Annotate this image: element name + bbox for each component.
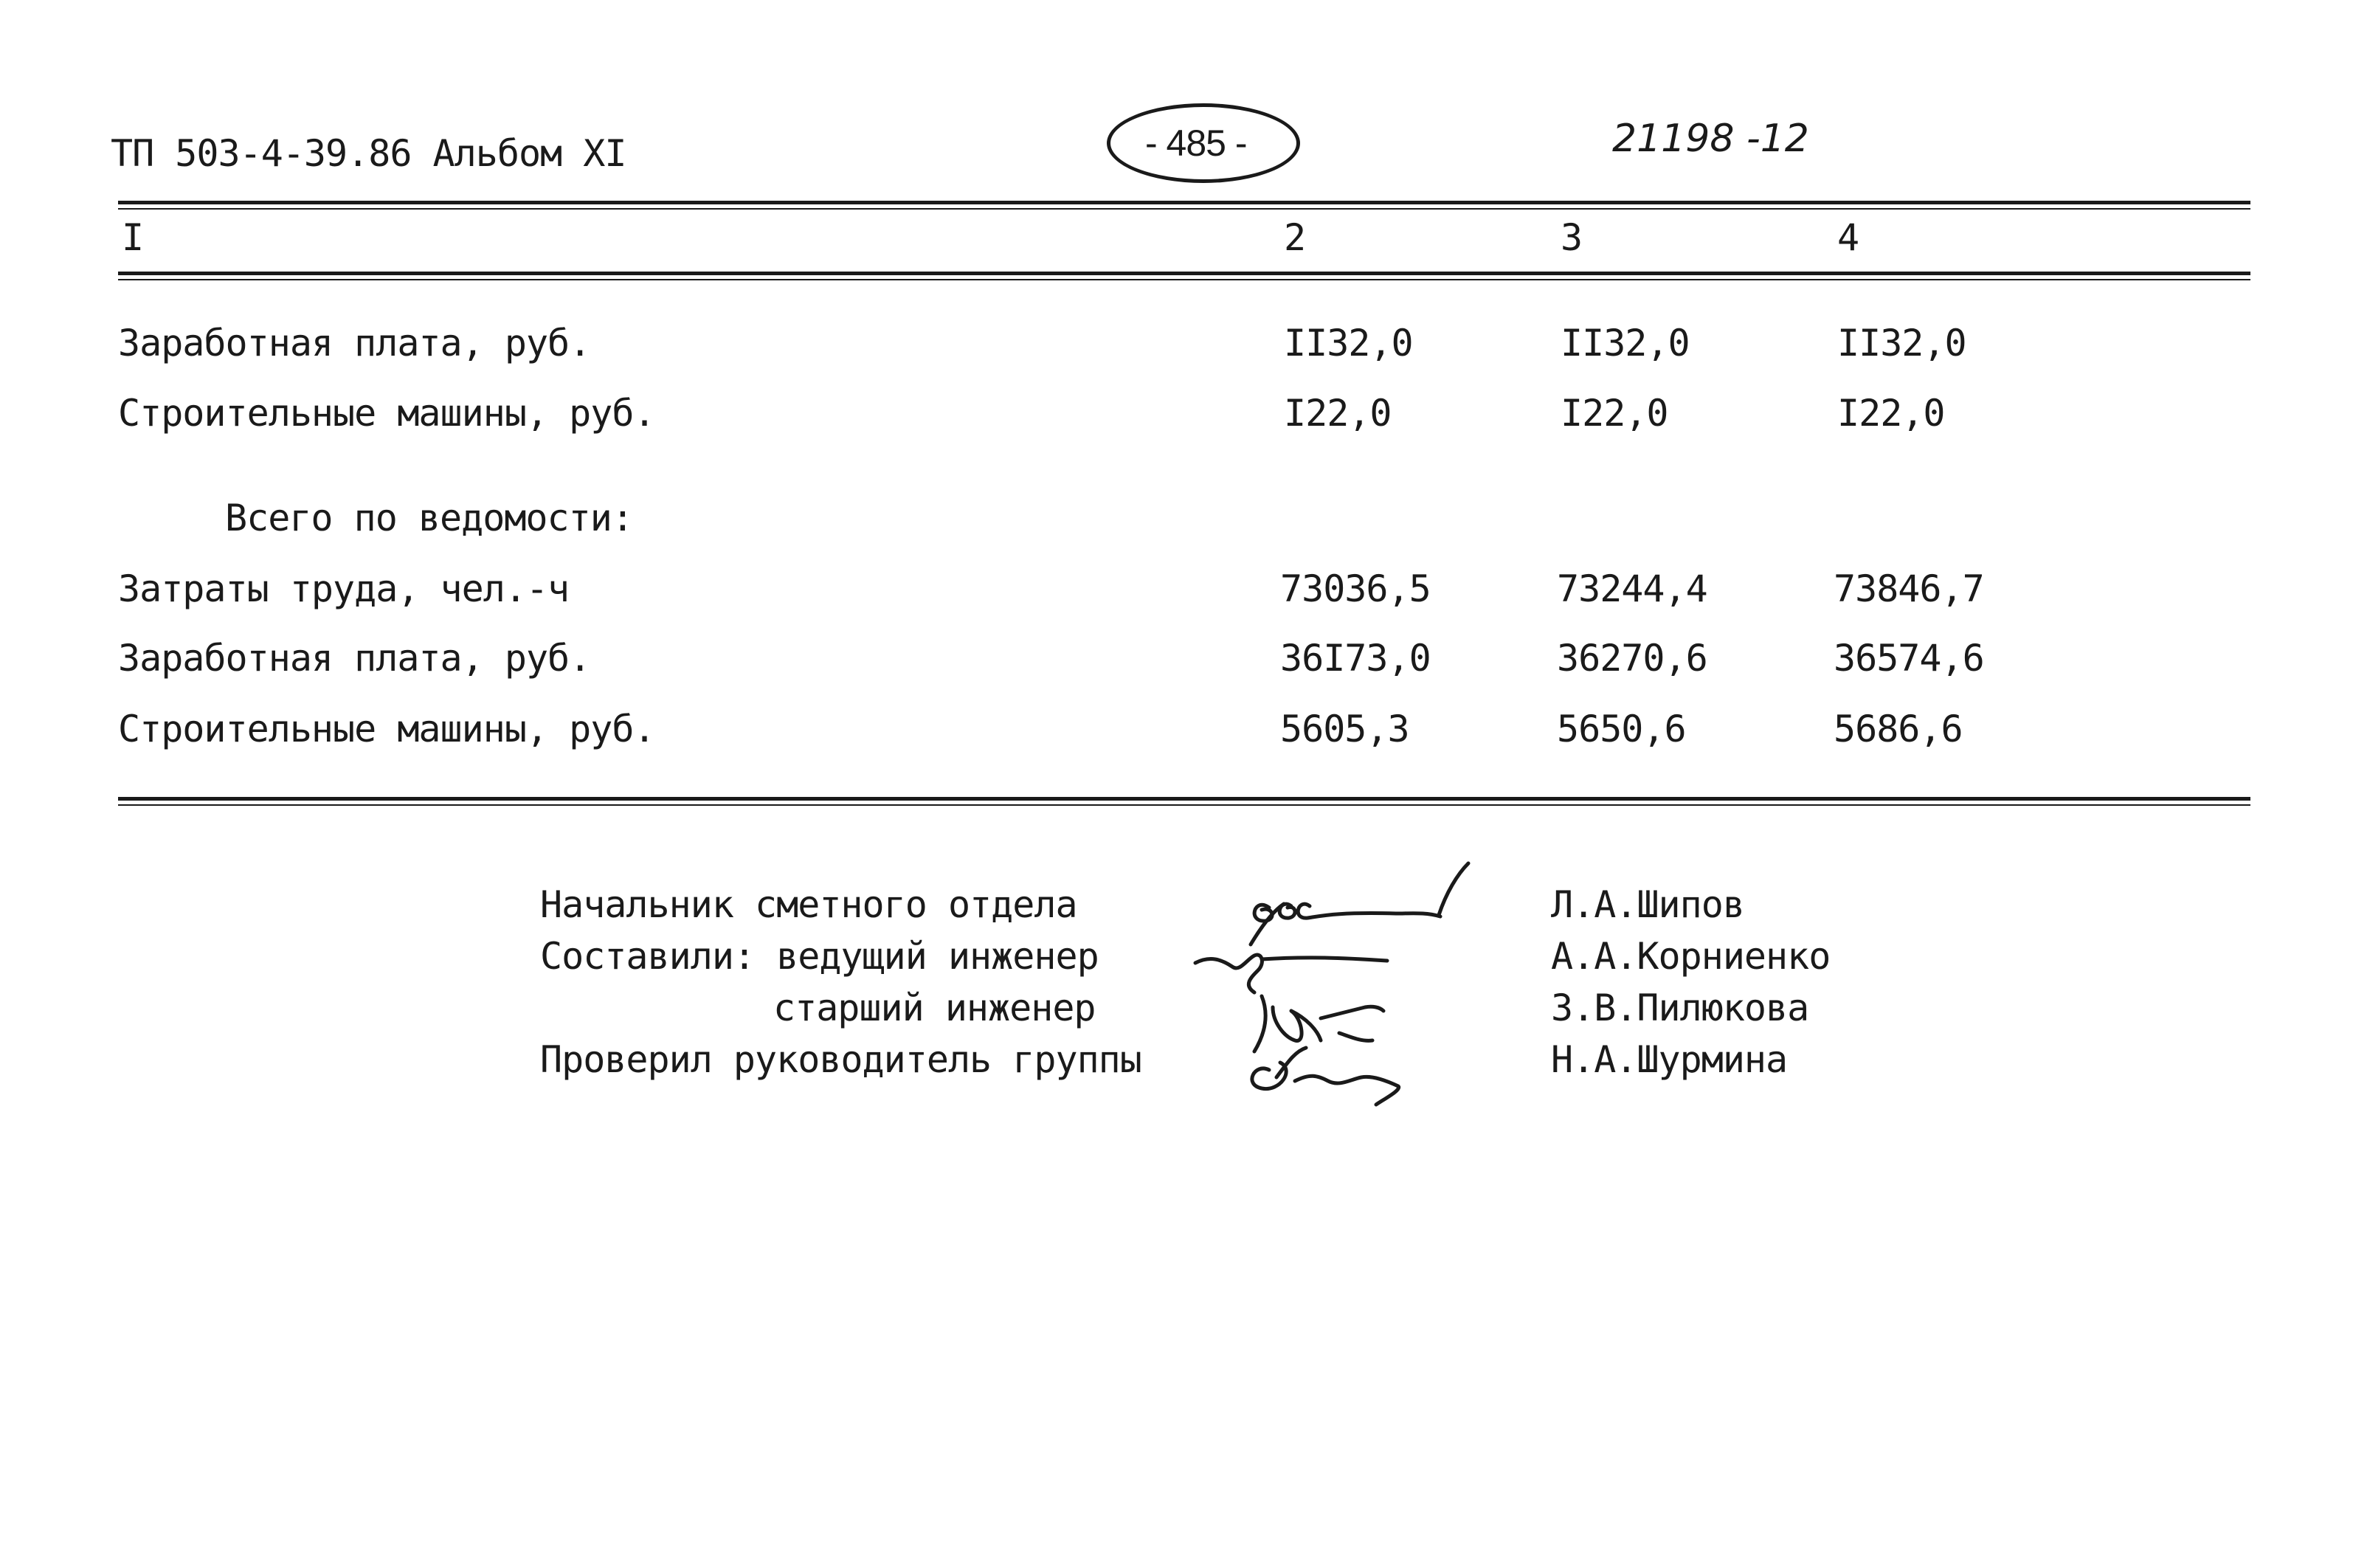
table-cell: 5650,6 <box>1557 708 1686 750</box>
signature-stroke <box>1254 863 1468 921</box>
column-header-1: I <box>122 216 144 259</box>
top-rule-thin <box>118 208 2250 210</box>
handwritten-code: 21198 -12 <box>1612 117 1809 161</box>
signatory-name: А.А.Корниенко <box>1551 935 1831 978</box>
document-code: ТП 503-4-39.86 Альбом XI <box>111 132 626 175</box>
table-cell: I22,0 <box>1284 392 1392 435</box>
row-label: Заработная плата, руб. <box>118 322 591 365</box>
column-header-3: 3 <box>1561 216 1583 259</box>
table-cell: 5686,6 <box>1834 708 1963 750</box>
table-cell: 73244,4 <box>1557 567 1707 610</box>
table-cell: 73846,7 <box>1834 567 1984 610</box>
signature-stroke <box>1254 996 1383 1051</box>
signatory-name: Л.А.Шипов <box>1551 883 1744 926</box>
row-label: Строительные машины, руб. <box>118 708 655 750</box>
bottom-rule-thin <box>118 804 2250 806</box>
handwritten-signatures <box>1181 841 1520 1107</box>
signature-role: Начальник сметного отдела <box>540 883 1077 926</box>
row-label: Затраты труда, чел.-ч <box>118 567 570 610</box>
table-cell: 36I73,0 <box>1280 637 1431 680</box>
signature-role: старший инженер <box>773 987 1096 1029</box>
page-number: - 485 - <box>1145 122 1247 164</box>
signatory-name: З.В.Пилюкова <box>1551 987 1809 1029</box>
top-rule <box>118 201 2250 204</box>
total-heading: Всего по ведомости: <box>225 497 633 539</box>
row-label: Заработная плата, руб. <box>118 637 591 680</box>
table-cell: 5605,3 <box>1280 708 1409 750</box>
table-cell: I22,0 <box>1837 392 1945 435</box>
column-header-4: 4 <box>1837 216 1859 259</box>
table-cell: 36574,6 <box>1834 637 1984 680</box>
table-cell: I22,0 <box>1561 392 1668 435</box>
signature-stroke <box>1252 1048 1399 1105</box>
table-cell: 73036,5 <box>1280 567 1431 610</box>
row-label: Строительные машины, руб. <box>118 392 655 435</box>
table-cell: II32,0 <box>1837 322 1966 365</box>
bottom-rule <box>118 797 2250 801</box>
table-cell: 36270,6 <box>1557 637 1707 680</box>
signature-role: Составили: ведущий инженер <box>540 935 1099 978</box>
header-rule-thin <box>118 279 2250 280</box>
column-header-2: 2 <box>1284 216 1306 259</box>
table-cell: II32,0 <box>1284 322 1413 365</box>
signature-role: Проверил руководитель группы <box>540 1038 1141 1081</box>
header-rule <box>118 272 2250 275</box>
signatory-name: Н.А.Шурмина <box>1551 1038 1788 1081</box>
table-cell: II32,0 <box>1561 322 1690 365</box>
